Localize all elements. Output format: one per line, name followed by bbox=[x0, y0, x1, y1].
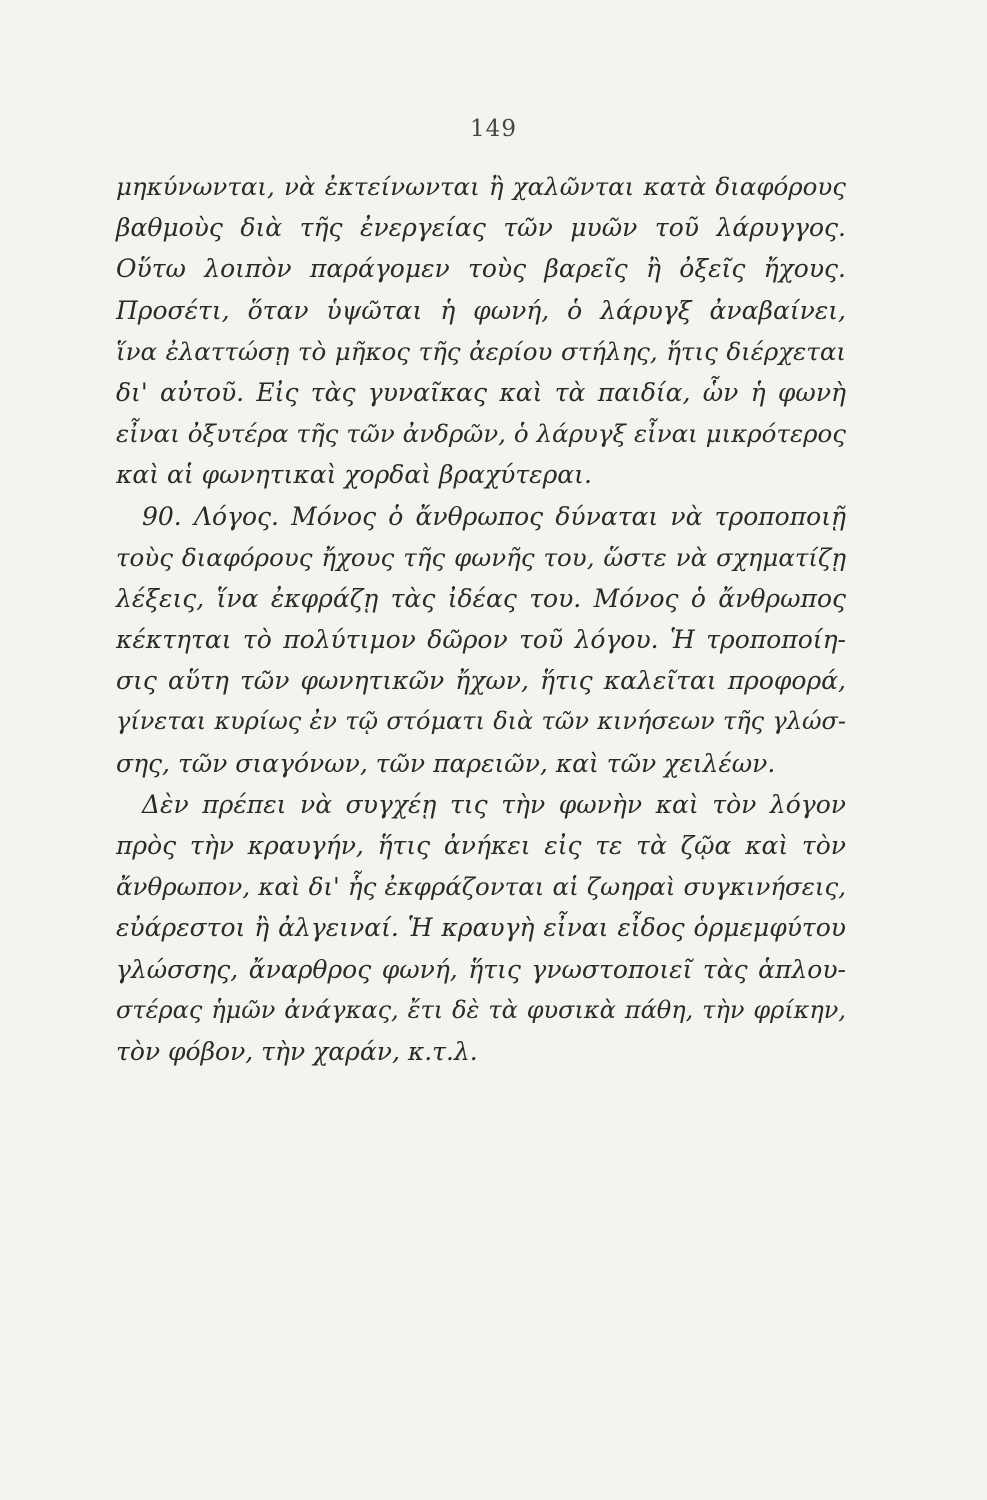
text-line: κέκτηται τὸ πολύτιμον δῶρον τοῦ λόγου. Ἡ τροποποίη- bbox=[116, 625, 846, 655]
text-line: δι' αὐτοῦ. Εἰς τὰς γυναῖκας καὶ τὰ παιδία, ὧν ἡ φωνὴ bbox=[116, 377, 846, 407]
text-line: 90. Λόγος. Μόνος ὁ ἄνθρωπος δύναται νὰ τροποποιῇ bbox=[142, 501, 846, 531]
text-line: Δὲν πρέπει νὰ συγχέῃ τις τὴν φωνὴν καὶ τὸν λόγον bbox=[142, 789, 846, 819]
paragraph-2 bbox=[116, 496, 846, 784]
text-line: λέξεις, ἵνα ἐκφράζῃ τὰς ἰδέας του. Μόνος ὁ ἄνθρωπος bbox=[116, 583, 846, 613]
text-line: σις αὕτη τῶν φωνητικῶν ἤχων, ἥτις καλεῖται προφορά, bbox=[116, 666, 846, 696]
text-line: γίνεται κυρίως ἐν τῷ στόματι διὰ τῶν κινήσεων τῆς γλώσ- bbox=[116, 707, 846, 736]
body-text bbox=[116, 166, 846, 1072]
text-line: πρὸς τὴν κραυγήν, ἥτις ἀνήκει εἰς τε τὰ ζῷα καὶ τὸν bbox=[116, 831, 846, 860]
page-number: 149 bbox=[470, 116, 517, 142]
text-line: ἄνθρωπον, καὶ δι' ἧς ἐκφράζονται αἱ ζωηραὶ συγκινήσεις, bbox=[116, 872, 846, 902]
text-line: ἵνα ἐλαττώσῃ τὸ μῆκος τῆς ἀερίου στήλης, ἥτις διέρχεται bbox=[116, 336, 846, 366]
text-line: εὐάρεστοι ἢ ἀλγειναί. Ἡ κραυγὴ εἶναι εἶδος ὁρμεμφύτου bbox=[116, 913, 846, 943]
text-line: Οὕτω λοιπὸν παράγομεν τοὺς βαρεῖς ἢ ὀξεῖς ἤχους. bbox=[116, 254, 846, 284]
text-line: εἶναι ὀξυτέρα τῆς τῶν ἀνδρῶν, ὁ λάρυγξ εἶναι μικρότερος bbox=[116, 419, 846, 449]
text-line: στέρας ἡμῶν ἀνάγκας, ἔτι δὲ τὰ φυσικὰ πάθη, τὴν φρίκην, bbox=[116, 995, 846, 1024]
text-line: τὸν φόβον, τὴν χαράν, κ.τ.λ. bbox=[116, 1036, 478, 1066]
paragraph-3 bbox=[116, 784, 846, 1072]
text-line: σης, τῶν σιαγόνων, τῶν παρειῶν, καὶ τῶν χειλέων. bbox=[116, 748, 776, 778]
text-line: Προσέτι, ὅταν ὑψῶται ἡ φωνή, ὁ λάρυγξ ἀναβαίνει, bbox=[116, 295, 846, 325]
text-line: καὶ αἱ φωνητικαὶ χορδαὶ βραχύτεραι. bbox=[116, 460, 592, 490]
paragraph-1 bbox=[116, 166, 846, 496]
text-line: τοὺς διαφόρους ἤχους τῆς φωνῆς του, ὥστε νὰ σχηματίζῃ bbox=[116, 542, 846, 572]
text-line: βαθμοὺς διὰ τῆς ἐνεργείας τῶν μυῶν τοῦ λάρυγγος. bbox=[116, 213, 846, 243]
text-line: γλώσσης, ἄναρθρος φωνή, ἥτις γνωστοποιεῖ τὰς ἁπλου- bbox=[116, 954, 846, 984]
text-line: μηκύνωνται, νὰ ἐκτείνωνται ἢ χαλῶνται κατὰ διαφόρους bbox=[116, 172, 846, 201]
